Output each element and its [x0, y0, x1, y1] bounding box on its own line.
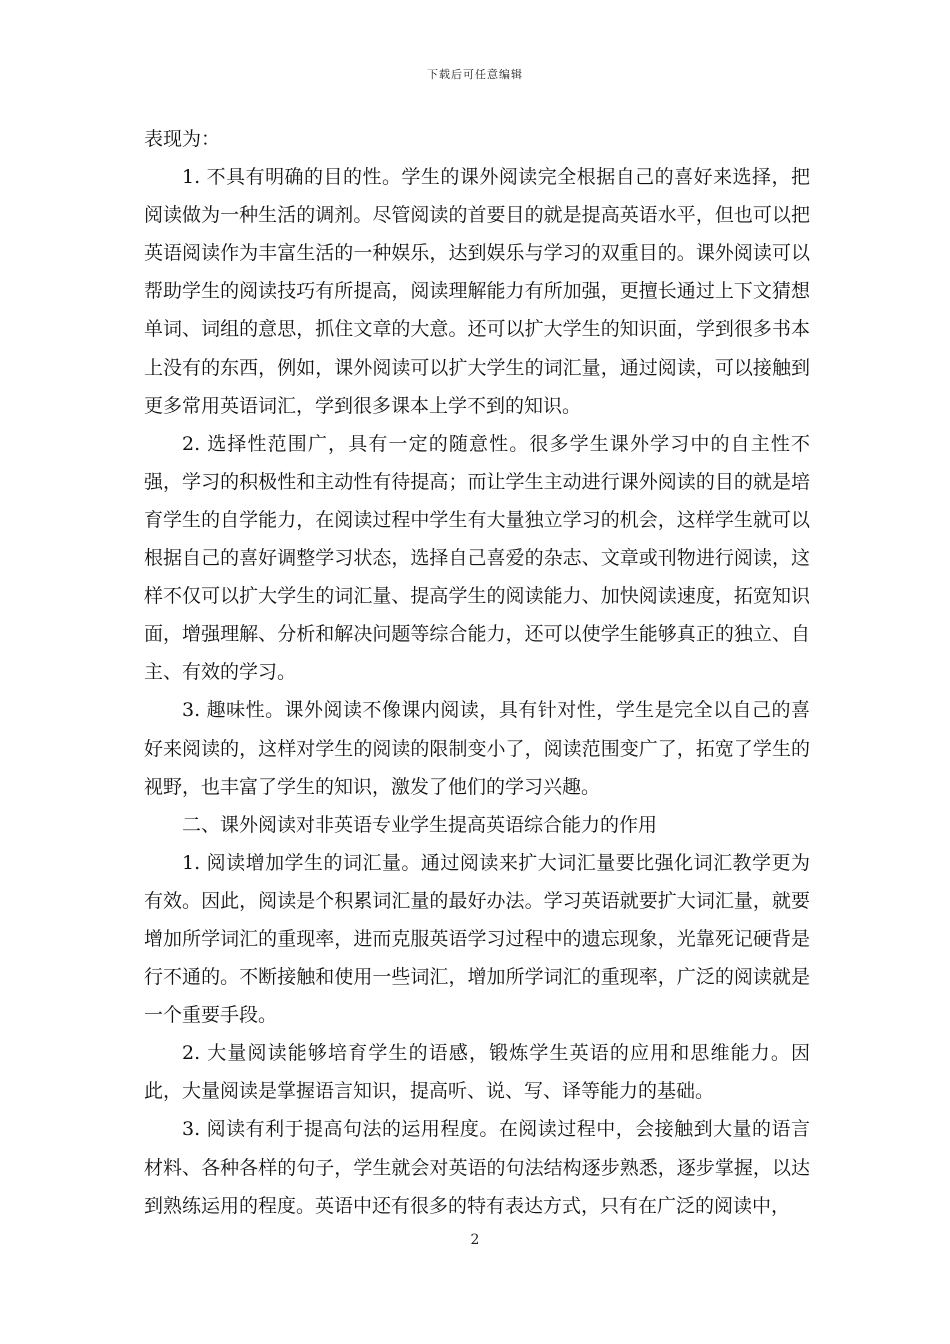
page-number: 2: [470, 1232, 480, 1248]
paragraph-point-1: 1. 不具有明确的目的性。学生的课外阅读完全根据自己的喜好来选择，把阅读做为一种生活的调剂。尽管阅读的首要目的就是提高英语水平，但也可以把英语阅读作为丰富生活的一种娱乐，达到娱乐与学习的双重目的。课外阅读可以帮助学生的阅读技巧有所提高，阅读理解能力有所加强，更擅长通过上下文猜想单词、词组的意思，抓住文章的大意。还可以扩大学生的知识面，学到很多书本上没有的东西，例如，课外阅读可以扩大学生的词汇量，通过阅读，可以接触到更多常用英语词汇，学到很多课本上学不到的知识。: [144, 166, 810, 417]
paragraph-intro: 表现为：: [144, 128, 221, 150]
paragraph-point-2: 2. 选择性范围广，具有一定的随意性。很多学生课外学习中的自主性不强，学习的积极性和主动性有待提高；而让学生主动进行课外阅读的目的就是培育学生的自学能力，在阅读过程中学生有大量独立学习的机会，这样学生就可以根据自己的喜好调整学习状态，选择自己喜爱的杂志、文章或刊物进行阅读，这样不仅可以扩大学生的词汇量、提高学生的阅读能力、加快阅读速度，拓宽知识面，增强理解、分析和解决问题等综合能力，还可以使学生能够真正的独立、自主、有效的学习。: [144, 432, 810, 684]
paragraph-effect-1: 1. 阅读增加学生的词汇量。通过阅读来扩大词汇量要比强化词汇教学更为有效。因此，阅读是个积累词汇量的最好办法。学习英语就要扩大词汇量，就要增加所学词汇的重现率，进而克服英语学习过程中的遗忘现象，光靠死记硬背是行不通的。不断接触和使用一些词汇，增加所学词汇的重现率，广泛的阅读就是一个重要手段。: [144, 851, 810, 1027]
paragraph-effect-2: 2. 大量阅读能够培育学生的语感，锻炼学生英语的应用和思维能力。因此，大量阅读是掌握语言知识，提高听、说、写、译等能力的基础。: [144, 1042, 810, 1103]
paragraph-point-3: 3. 趣味性。课外阅读不像课内阅读，具有针对性，学生是完全以自己的喜好来阅读的，这样对学生的阅读的限制变小了，阅读范围变广了，拓宽了学生的视野，也丰富了学生的知识，激发了他们的学习兴趣。: [144, 699, 810, 798]
document-body: [144, 120, 810, 1225]
paragraph-effect-3: 3. 阅读有利于提高句法的运用程度。在阅读过程中，会接触到大量的语言材料、各种各样的句子，学生就会对英语的句法结构逐步熟悉，逐步掌握，以达到熟练运用的程度。英语中还有很多的特有表达方式，只有在广泛的阅读中，: [144, 1118, 810, 1217]
section-heading: 二、课外阅读对非英语专业学生提高英语综合能力的作用: [182, 813, 658, 836]
page-header: 下载后可任意编辑: [427, 68, 523, 81]
